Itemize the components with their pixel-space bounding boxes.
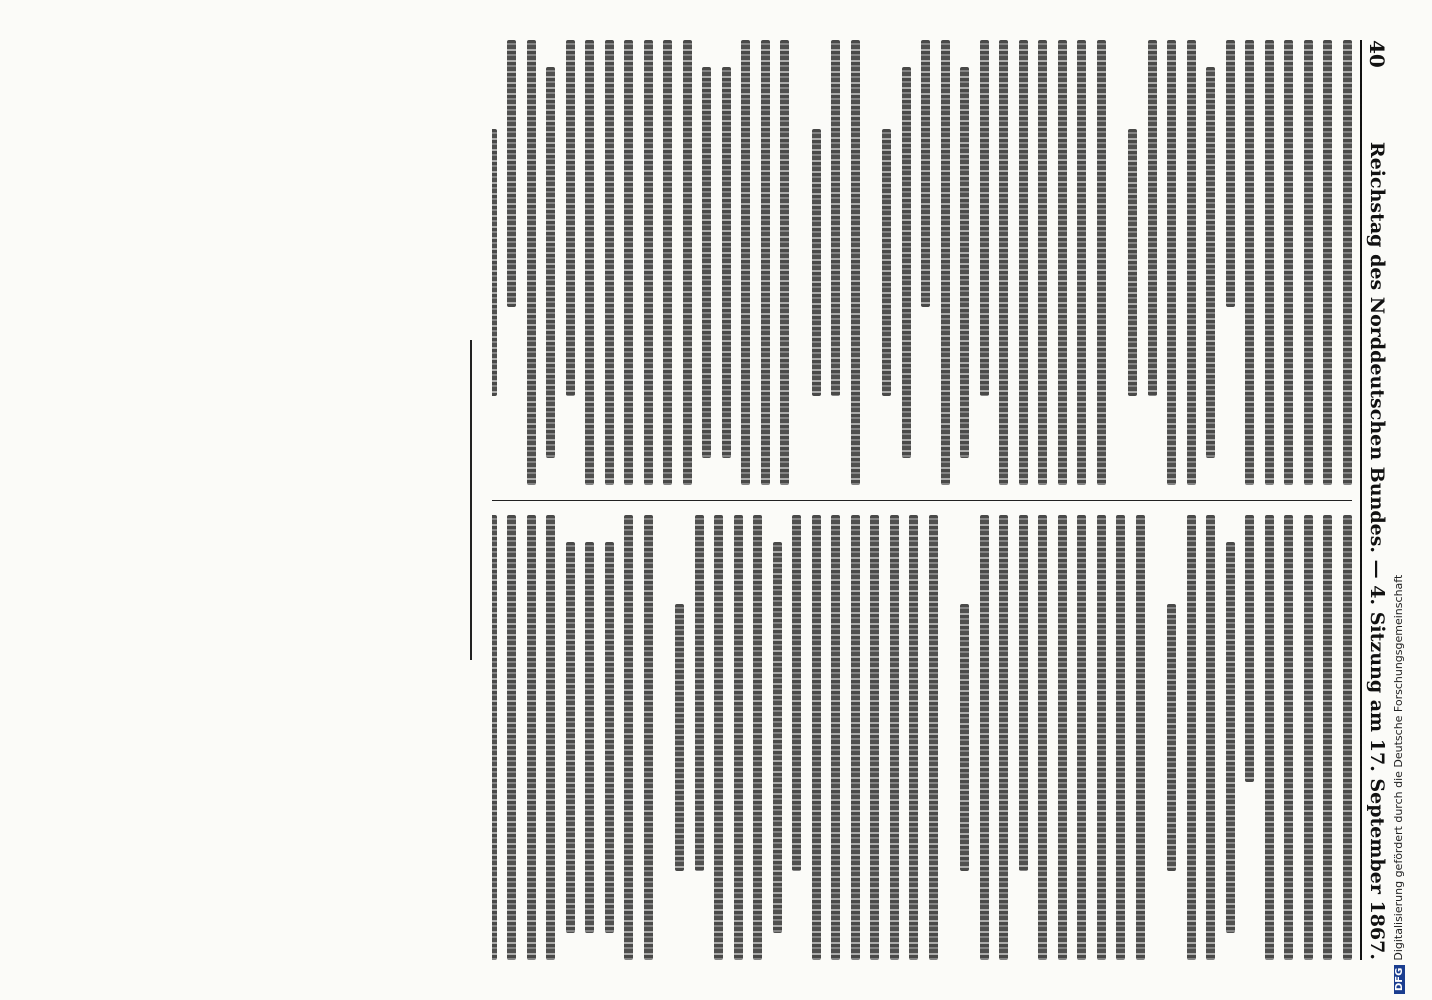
rotated-sheet [82, 40, 1392, 960]
credit-text: Digitalisierung gefördert durch die Deutsche Forschungsgemeinschaft [1392, 574, 1405, 961]
right-column [492, 515, 1352, 960]
printer-rule [470, 340, 472, 660]
page-number: 40 [1365, 40, 1389, 68]
running-title: Reichstag des Norddeutschen Bundes. — 4. Sitzung am 17. September 1867. [1366, 141, 1388, 960]
digitization-credit [1392, 575, 1405, 994]
column-divider [492, 500, 1352, 501]
left-column [492, 40, 1352, 485]
page-header [1360, 40, 1392, 960]
dfg-logo: DFG [1394, 965, 1405, 994]
